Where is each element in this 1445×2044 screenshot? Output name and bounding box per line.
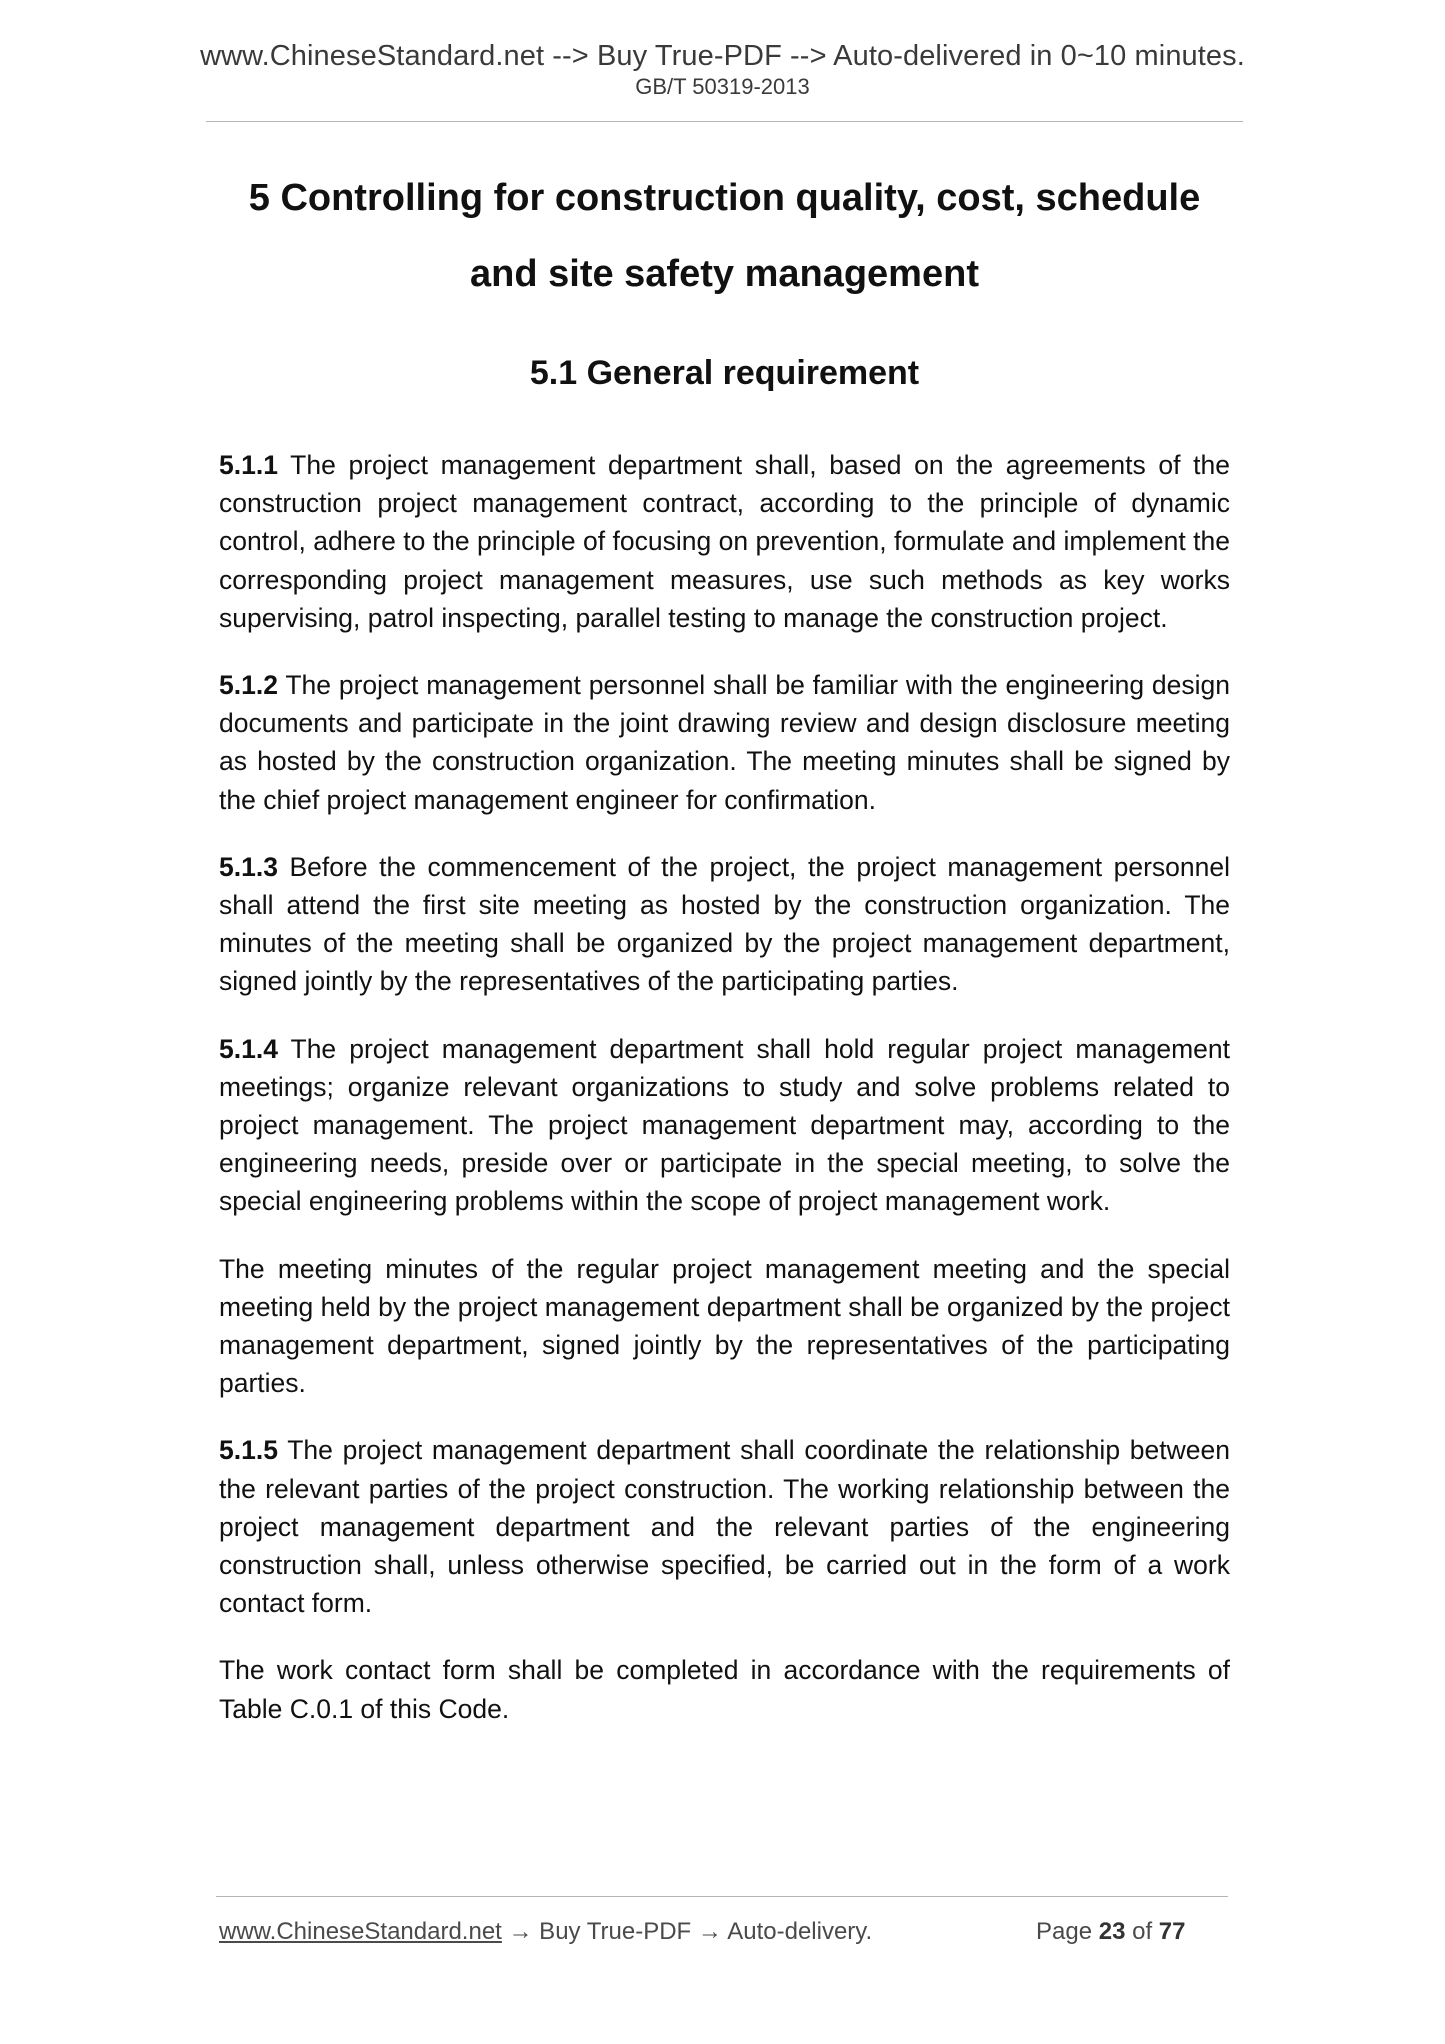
clause-number: 5.1.5 <box>219 1435 278 1466</box>
header-divider <box>206 121 1243 122</box>
section-title: 5.1 General requirement <box>529 354 920 392</box>
footer-promo <box>219 1918 872 1946</box>
chapter-title-line1: 5 Controlling for construction quality, cost, schedule <box>248 177 1201 219</box>
page-label: Page <box>1036 1918 1093 1945</box>
clause-5-1-4 <box>219 1030 1230 1221</box>
standard-code: GB/T 50319-2013 <box>635 74 810 99</box>
clause-5-1-2 <box>219 666 1230 819</box>
page-number: 23 <box>1098 1918 1126 1945</box>
footer-site-link[interactable]: www.ChineseStandard.net <box>219 1918 502 1945</box>
clause-5-1-4-continuation: The meeting minutes of the regular project management meeting and the special meeting held by the project management department shall be organized by the project management department, signed jointly by the representatives of the participating parties. <box>219 1253 1230 1399</box>
clause-text: Before the commencement of the project, the project management personnel shall attend the first site meeting as hosted by the construction organization. The minutes of the meeting shall be organized by the project management department, signed jointly by the representatives of the participating parties. <box>219 851 1230 997</box>
clause-5-1-5-continuation: The work contact form shall be completed in accordance with the requirements of Table C.0.1 of this Code. <box>219 1655 1230 1724</box>
footer-divider <box>216 1896 1228 1897</box>
clause-text: The project management department shall hold regular project management meetings; organize relevant organizations to study and solve problems related to project management. The project management department may, according to the engineering needs, preside over or participate in the special meeting, to solve the special engineering problems within the scope of project management work. <box>219 1033 1230 1217</box>
clause-number: 5.1.3 <box>219 851 278 882</box>
chapter-title-line2: and site safety management <box>470 253 979 295</box>
clause-number: 5.1.2 <box>219 670 278 701</box>
page-indicator <box>1036 1918 1186 1946</box>
of-label: of <box>1132 1918 1153 1945</box>
clause-text: The project management department shall coordinate the relationship between the relevant parties of the project construction. The working relationship between the project management department and the relevant parties of the engineering construction shall, unless otherwise specified, be carried out in the form of a work contact form. <box>219 1435 1230 1619</box>
page-total: 77 <box>1158 1918 1186 1945</box>
site-banner: www.ChineseStandard.net --> Buy True-PDF --> Auto-delivered in 0~10 minutes. <box>200 40 1245 72</box>
clause-number: 5.1.1 <box>219 450 278 480</box>
body-text <box>219 446 1230 1757</box>
clause-5-1-5 <box>219 1431 1230 1622</box>
clause-number: 5.1.4 <box>219 1033 278 1064</box>
clause-5-1-3 <box>219 848 1230 1001</box>
clause-5-1-1 <box>219 446 1230 637</box>
chapter-title <box>206 160 1243 312</box>
clause-text: The project management personnel shall be familiar with the engineering design documents and participate in the joint drawing review and design disclosure meeting as hosted by the construction organization. The meeting minutes shall be signed by the chief project management engineer for confirmation. <box>219 670 1230 815</box>
clause-text: The project management department shall, based on the agreements of the construction project management contract, according to the principle of dynamic control, adhere to the principle of focusing on prevention, formulate and implement the corresponding project management measures, use such methods as key works supervising, patrol inspecting, parallel testing to manage the construction project. <box>219 450 1230 633</box>
footer-delivery-text: → Buy True-PDF → Auto-delivery. <box>501 1918 873 1945</box>
